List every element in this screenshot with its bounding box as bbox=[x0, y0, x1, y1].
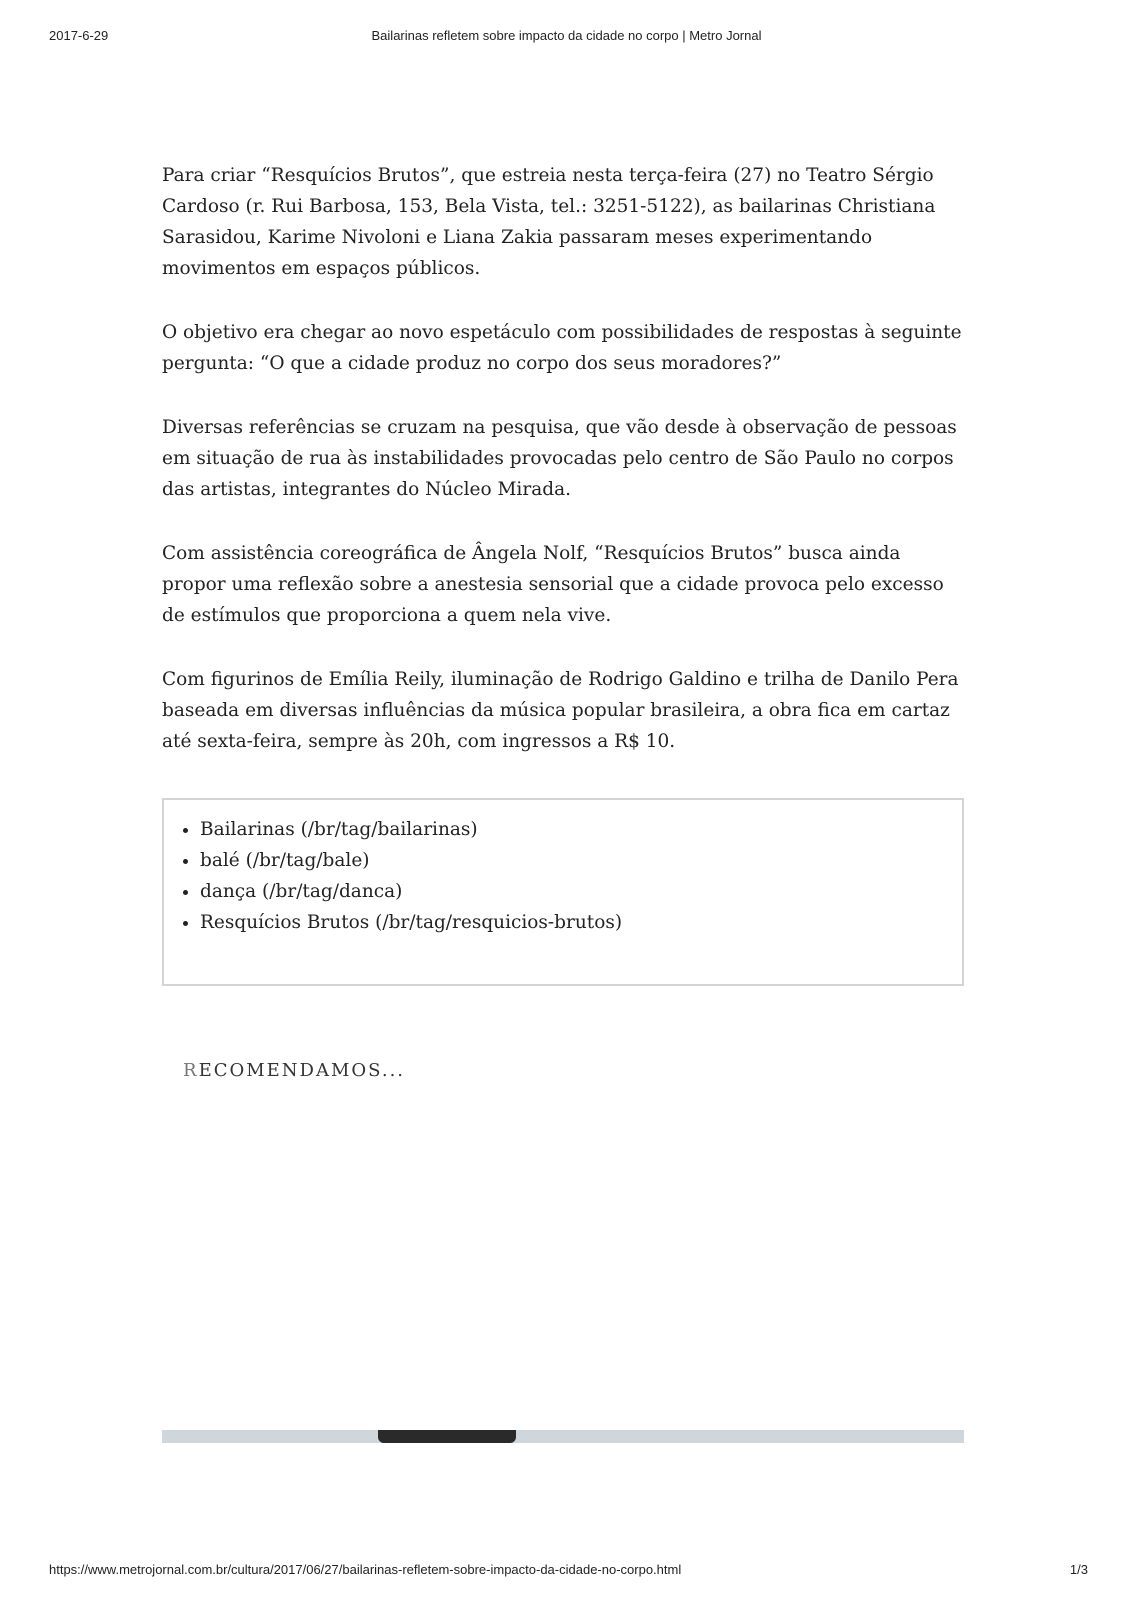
print-footer bbox=[0, 1562, 1133, 1582]
recommended-image-top[interactable] bbox=[162, 1430, 964, 1443]
recommended-heading bbox=[183, 1060, 405, 1081]
page-title: Bailarinas refletem sobre impacto da cidade no corpo | Metro Jornal bbox=[371, 28, 762, 43]
print-date: 2017-6-29 bbox=[49, 28, 109, 43]
article-body bbox=[162, 160, 962, 790]
image-figure bbox=[378, 1430, 516, 1443]
tag-link-resquicios-brutos[interactable]: • Resquícios Brutos (/br/tag/resquicios-brutos) bbox=[200, 907, 962, 938]
article-paragraph: Para criar “Resquícios Brutos”, que estreia nesta terça-feira (27) no Teatro Sérgio Cardoso (r. Rui Barbosa, 153, Bela Vista, tel.: 3251-5122), as bailarinas Christiana Sarasidou, Karime Nivoloni e Liana Zakia passaram meses experimentando movimentos em espaços públicos. bbox=[162, 165, 936, 279]
page-number: 1/3 bbox=[1069, 1562, 1088, 1577]
recommended-heading-initial: R bbox=[183, 1060, 199, 1081]
tag-link-bale[interactable]: • balé (/br/tag/bale) bbox=[200, 845, 962, 876]
print-header bbox=[0, 28, 1133, 48]
tag-link-bailarinas[interactable]: • Bailarinas (/br/tag/bailarinas) bbox=[200, 814, 962, 845]
tag-link-danca[interactable]: • dança (/br/tag/danca) bbox=[200, 876, 962, 907]
tags-box bbox=[162, 798, 964, 986]
article-paragraph: Diversas referências se cruzam na pesquisa, que vão desde à observação de pessoas em situação de rua às instabilidades provocadas pelo centro de São Paulo no corpos das artistas, integrantes do Núcleo Mirada. bbox=[162, 417, 957, 500]
tag-list bbox=[164, 800, 962, 938]
page-url: https://www.metrojornal.com.br/cultura/2017/06/27/bailarinas-refletem-sobre-impacto-da-cidade-no-corpo.html bbox=[49, 1562, 682, 1577]
recommended-heading-rest: ECOMENDAMOS... bbox=[198, 1060, 406, 1081]
article-paragraph: Com figurinos de Emília Reily, iluminação de Rodrigo Galdino e trilha de Danilo Pera baseada em diversas influências da música popular brasileira, a obra fica em cartaz até sexta-feira, sempre às 20h, com ingressos a R$ 10. bbox=[162, 669, 959, 752]
article-paragraph: Com assistência coreográfica de Ângela Nolf, “Resquícios Brutos” busca ainda propor uma reflexão sobre a anestesia sensorial que a cidade provoca pelo excesso de estímulos que proporciona a quem nela vive. bbox=[162, 543, 944, 626]
article-paragraph: O objetivo era chegar ao novo espetáculo com possibilidades de respostas à seguinte pergunta: “O que a cidade produz no corpo dos seus moradores?” bbox=[162, 322, 962, 374]
